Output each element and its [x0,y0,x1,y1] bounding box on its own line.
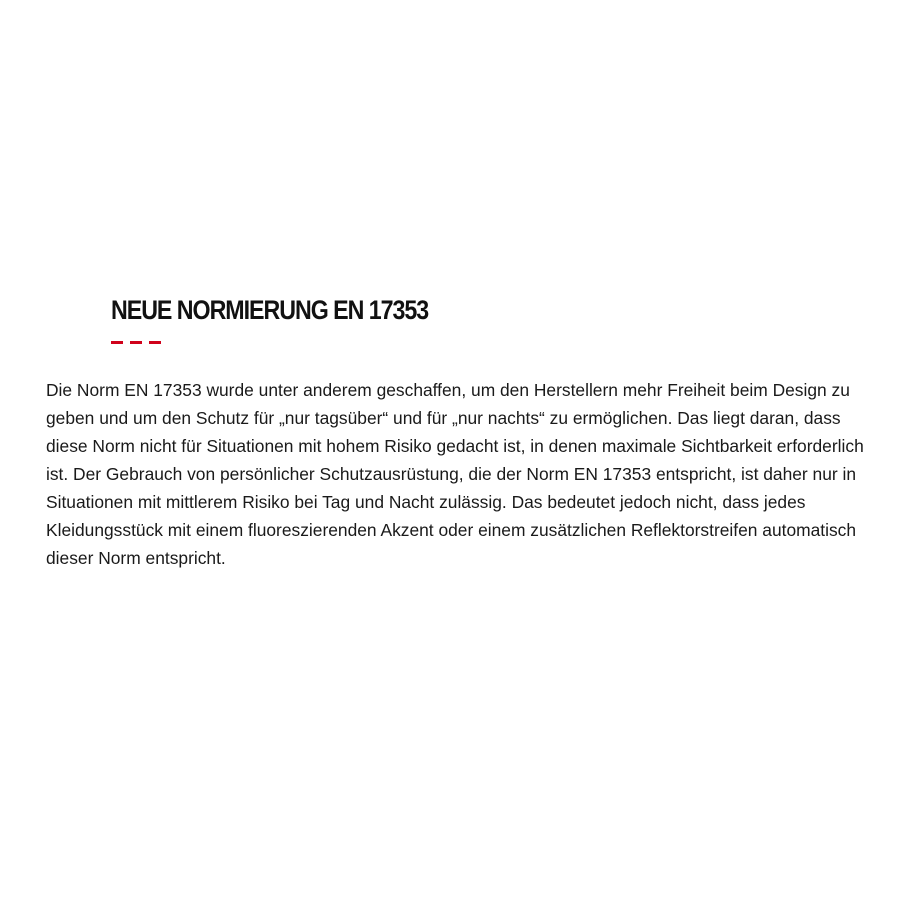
divider-dash [149,341,161,344]
section-heading: NEUE NORMIERUNG EN 17353 [111,295,429,325]
heading-divider [111,341,161,344]
divider-dash [130,341,142,344]
body-paragraph: Die Norm EN 17353 wurde unter anderem geschaffen, um den Herstellern mehr Freiheit beim Design zu geben und um den Schutz für „nur tagsüber“ und für „nur nachts“ zu ermöglichen. Das liegt daran, dass diese Norm nicht für Situationen mit hohem Risiko gedacht ist, in denen maximale Sichtbarkeit erforderlich ist. Der Gebrauch von persönlicher Schutzausrüstung, die der Norm EN 17353 entspricht, ist daher nur in Situationen mit mittlerem Risiko bei Tag und Nacht zulässig. Das bedeutet jedoch nicht, dass jedes Kleidungsstück mit einem fluoreszierenden Akzent oder einem zusätzlichen Reflektorstreifen automatisch dieser Norm entspricht. [46,380,864,568]
divider-dash [111,341,123,344]
